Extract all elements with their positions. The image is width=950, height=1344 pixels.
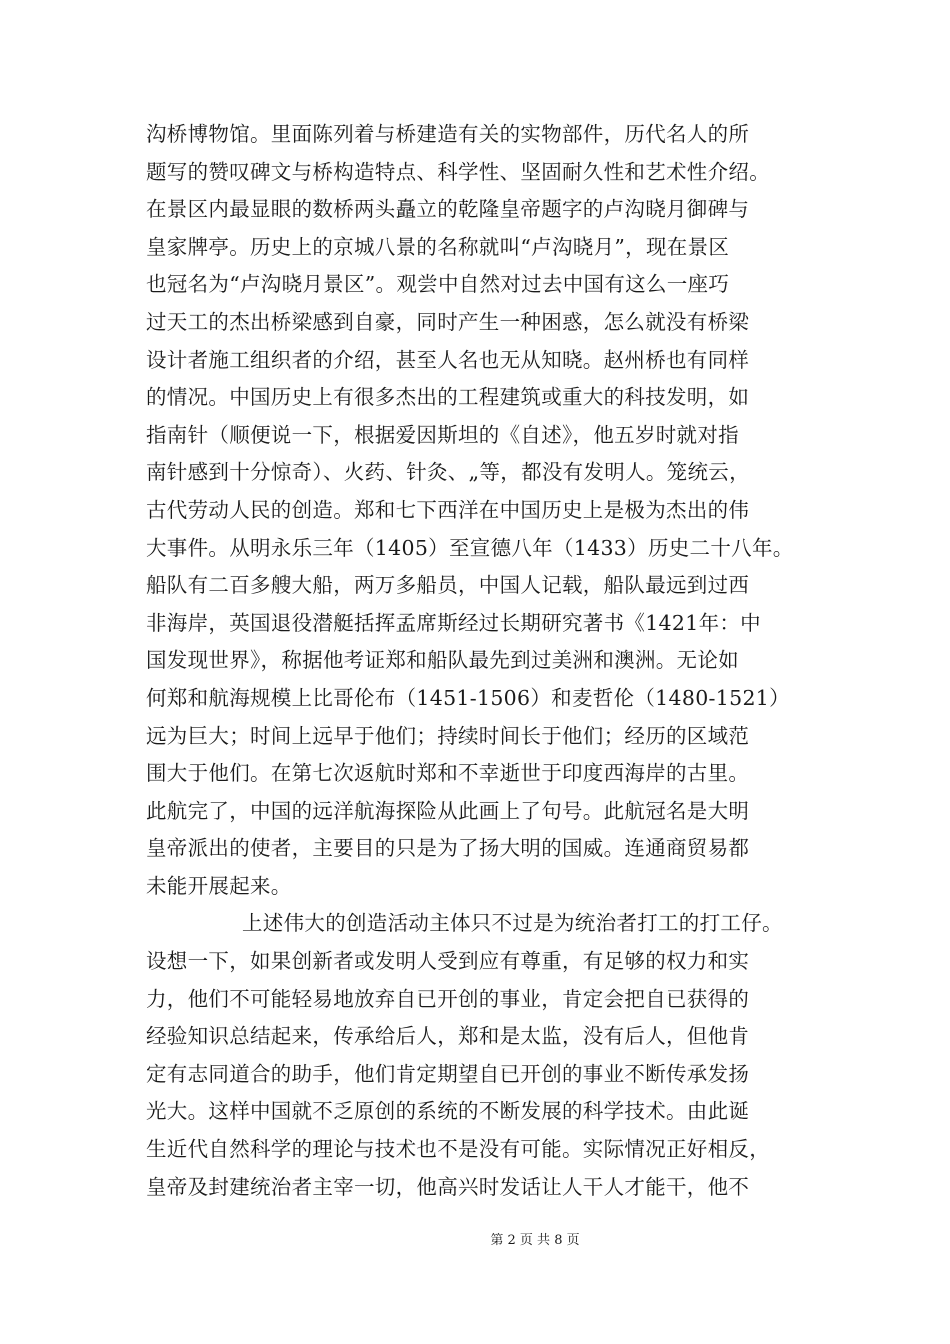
- text-line: 沟桥博物馆。里面陈列着与桥建造有关的实物部件，历代名人的所: [146, 122, 750, 146]
- text-line: 在景区内最显眼的数桥两头矗立的乾隆皇帝题字的卢沟晓月御碑与: [146, 197, 750, 222]
- text-line: 也冠名为“卢沟晓月景区”。观尝中自然对过去中国有这么一座巧: [146, 272, 730, 297]
- text-line: 设计者施工组织者的介绍，甚至人名也无从知晓。赵州桥也有同样: [146, 347, 750, 372]
- text-line: 的情况。中国历史上有很多杰出的工程建筑或重大的科技发明，如: [146, 385, 750, 410]
- text-line: 定有志同道合的助手，他们肯定期望自已开创的事业不断传承发扬: [146, 1061, 750, 1086]
- text-line: 指南针（顺便说一下，根据爱因斯坦的《自述》，他五岁时就对指: [146, 422, 739, 447]
- text-line: 大事件。从明永乐三年（1405）至宣德八年（1433）历史二十八年。: [146, 535, 794, 560]
- text-line: 何郑和航海规模上比哥伦布（1451-1506）和麦哲伦（1480-1521）: [146, 685, 790, 710]
- page-number: 第 2 页 共 8 页: [490, 1233, 580, 1248]
- text-line: 生近代自然科学的理论与技术也不是没有可能。实际情况正好相反，: [146, 1137, 770, 1162]
- text-line: 设想一下，如果创新者或发明人受到应有尊重，有足够的权力和实: [146, 949, 750, 974]
- paragraph-first-line: 上述伟大的创造活动主体只不过是为统治者打工的打工仔。: [242, 911, 783, 936]
- text-line: 力，他们不可能轻易地放弃自已开创的事业，肯定会把自已获得的: [146, 986, 750, 1011]
- text-line: 古代劳动人民的创造。郑和七下西洋在中国历史上是极为杰出的伟: [146, 497, 750, 522]
- text-line: 围大于他们。在第七次返航时郑和不幸逝世于印度西海岸的古里。: [146, 761, 750, 786]
- text-line: 船队有二百多艘大船，两万多船员，中国人记载，船队最远到过西: [146, 573, 750, 598]
- text-line: 皇帝派出的使者，主要目的只是为了扬大明的国威。连通商贸易都: [146, 836, 750, 861]
- text-line: 题写的赞叹碑文与桥构造特点、科学性、坚固耐久性和艺术性介绍。: [146, 159, 770, 184]
- text-line: 国发现世界》，称据他考证郑和船队最先到过美洲和澳洲。无论如: [146, 648, 739, 673]
- text-line: 皇帝及封建统治者主宰一切，他高兴时发话让人干人才能干，他不: [146, 1174, 750, 1199]
- text-line: 光大。这样中国就不乏原创的系统的不断发展的科学技术。由此诞: [146, 1099, 750, 1124]
- text-line: 南针感到十分惊奇）、火药、针灸、„等，都没有发明人。笼统云，: [146, 460, 750, 485]
- text-line: 经验知识总结起来，传承给后人，郑和是太监，没有后人，但他肯: [146, 1024, 750, 1049]
- text-line: 未能开展起来。: [146, 873, 292, 898]
- text-line: 非海岸，英国退役潜艇括挥孟席斯经过长期研究著书《1421年：中: [146, 610, 761, 635]
- text-line: 此航完了，中国的远洋航海探险从此画上了句号。此航冠名是大明: [146, 798, 750, 823]
- text-line: 过天工的杰出桥梁感到自豪，同时产生一种困惑，怎么就没有桥梁: [146, 309, 750, 334]
- text-line: 皇家牌亭。历史上的京城八景的名称就叫“卢沟晓月”，现在景区: [146, 234, 730, 259]
- text-line: 远为巨大；时间上远早于他们；持续时间长于他们；经历的区域范: [146, 723, 750, 748]
- body-text: [146, 116, 816, 1206]
